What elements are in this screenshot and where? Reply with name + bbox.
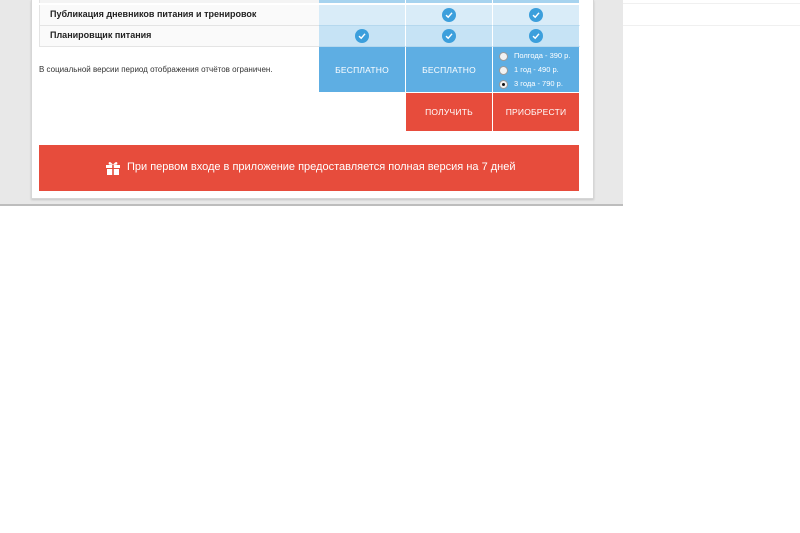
trial-banner: [39, 145, 579, 191]
price-label: БЕСПЛАТНО: [335, 65, 389, 75]
price-label: БЕСПЛАТНО: [422, 65, 476, 75]
feature-cell-social: [319, 26, 406, 47]
limitation-note: В социальной версии период отображения отчётов ограничен.: [39, 65, 273, 74]
feature-label-cell: [39, 5, 319, 26]
table-row: [39, 26, 579, 47]
get-button[interactable]: ПОЛУЧИТЬ: [406, 93, 492, 131]
plan-price-trial: [406, 47, 492, 92]
feature-cell-social: [319, 5, 406, 26]
check-icon: [529, 8, 543, 22]
buy-button[interactable]: ПРИОБРЕСТИ: [493, 93, 579, 131]
cell: [406, 0, 492, 3]
banner-text: При первом входе в приложение предоставляется полная версия на 7 дней: [127, 161, 516, 173]
feature-cell-trial: [406, 26, 493, 47]
radio-button[interactable]: [499, 52, 508, 61]
check-icon: [529, 29, 543, 43]
divider: [623, 3, 800, 4]
feature-label: Планировщик питания: [50, 30, 152, 40]
table-row-partial-cells: [319, 0, 579, 3]
feature-cell-full: [493, 26, 580, 47]
table-row: [39, 5, 579, 26]
cell: [493, 0, 579, 3]
check-icon: [442, 8, 456, 22]
radio-button-selected[interactable]: [499, 80, 508, 89]
radio-label: 3 года - 790 р.: [514, 79, 563, 88]
radio-label: 1 год - 490 р.: [514, 65, 559, 74]
plan-price-options: [493, 47, 579, 92]
table-row-partial: [39, 0, 319, 3]
gift-icon: [105, 160, 121, 176]
divider: [623, 25, 800, 26]
pricing-comparison-panel: [31, 0, 594, 199]
feature-label: Публикация дневников питания и тренировок: [50, 9, 257, 19]
check-icon: [442, 29, 456, 43]
plan-price-social: [319, 47, 405, 92]
feature-cell-full: [493, 5, 580, 26]
page-divider: [0, 204, 623, 206]
feature-label-cell: [39, 26, 319, 47]
cell: [319, 0, 405, 3]
radio-button[interactable]: [499, 66, 508, 75]
right-blank-area: [623, 0, 800, 205]
radio-label: Полгода - 390 р.: [514, 51, 571, 60]
feature-cell-trial: [406, 5, 493, 26]
check-icon: [355, 29, 369, 43]
